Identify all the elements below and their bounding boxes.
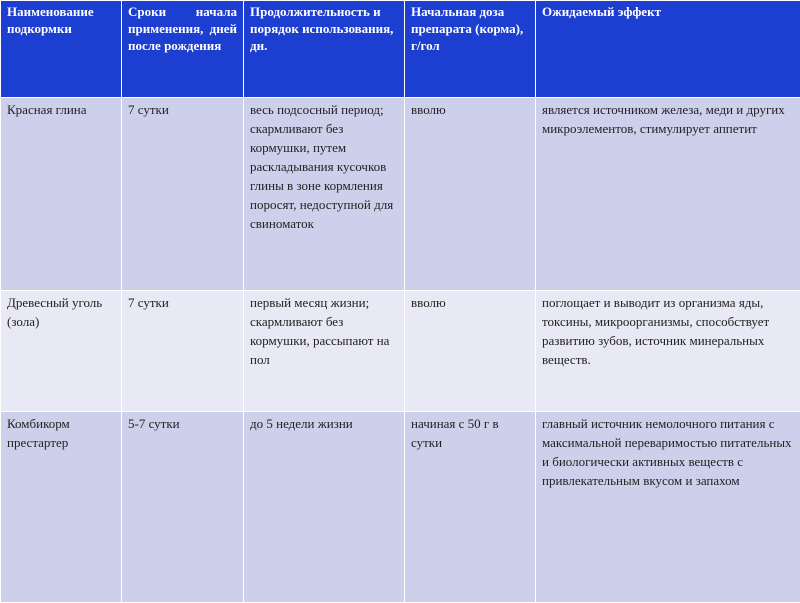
cell-duration: первый месяц жизни; скармливают без кормушки, рассыпают на пол	[244, 291, 405, 412]
cell-effect: главный источник немолочного питания с максимальной переваримостью питательных и биологически активных веществ с привлекательным вкусом и запахом	[536, 412, 800, 603]
cell-name: Красная глина	[1, 98, 122, 291]
cell-effect: является источником железа, меди и других микроэлементов, стимулирует аппетит	[536, 98, 800, 291]
header-dose: Начальная доза препарата (корма), г/гол	[405, 1, 536, 98]
cell-dose: начиная с 50 г в сутки	[405, 412, 536, 603]
cell-duration: весь подсосный период; скармливают без кормушки, путем раскладывания кусочков глины в зоне кормления поросят, недоступной для свиноматок	[244, 98, 405, 291]
header-name: Наименование подкормки	[1, 1, 122, 98]
cell-start: 7 сутки	[122, 98, 244, 291]
table-row	[1, 291, 800, 412]
cell-start: 7 сутки	[122, 291, 244, 412]
header-duration: Продолжительность и порядок использования, дн.	[244, 1, 405, 98]
cell-name: Древесный уголь (зола)	[1, 291, 122, 412]
table-row	[1, 412, 800, 603]
cell-start: 5-7 сутки	[122, 412, 244, 603]
header-row	[1, 1, 800, 98]
cell-name: Комбикорм престартер	[1, 412, 122, 603]
table-row	[1, 98, 800, 291]
cell-duration: до 5 недели жизни	[244, 412, 405, 603]
cell-effect: поглощает и выводит из организма яды, токсины, микроорганизмы, способствует развитию зубов, источник минеральных веществ.	[536, 291, 800, 412]
header-effect: Ожидаемый эффект	[536, 1, 800, 98]
cell-dose: вволю	[405, 291, 536, 412]
cell-dose: вволю	[405, 98, 536, 291]
header-start: Сроки начала применения, дней после рождения	[122, 1, 244, 98]
